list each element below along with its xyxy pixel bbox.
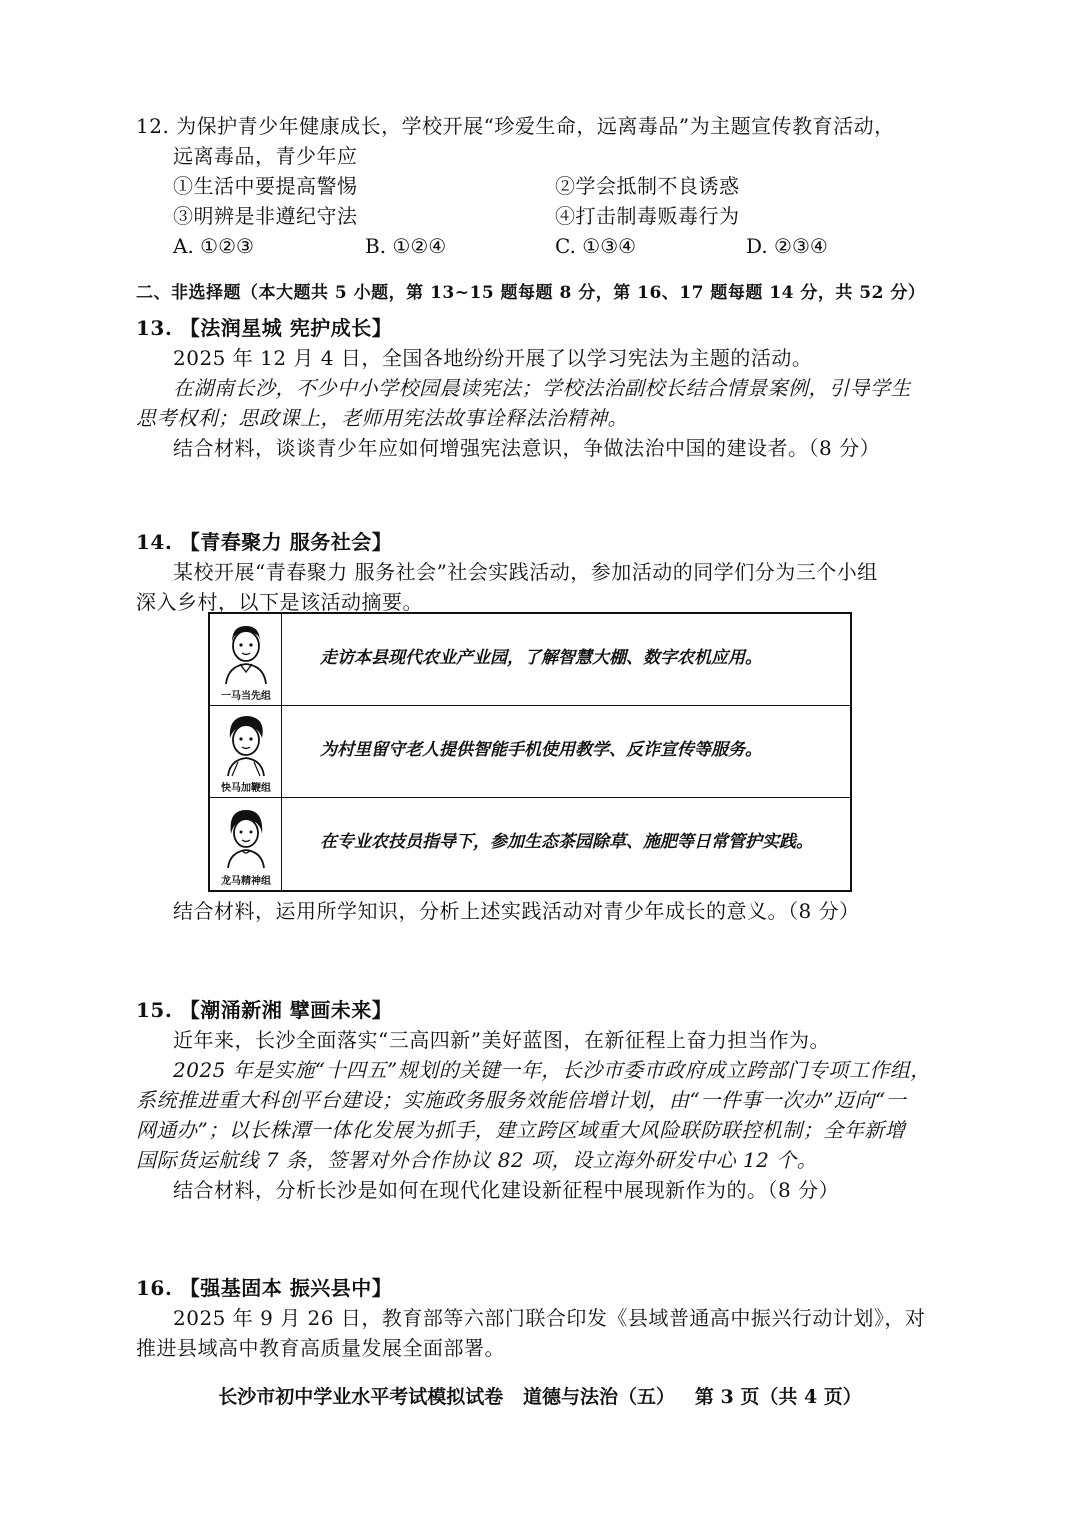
q12-item-3: ③明辨是非遵纪守法 — [173, 204, 358, 228]
q14-title: 14. 【青春聚力 服务社会】 — [136, 530, 393, 554]
group-label: 一马当先组 — [221, 691, 271, 702]
q16-title: 16. 【强基固本 振兴县中】 — [136, 1276, 393, 1300]
group-activity-text: 在专业农技员指导下，参加生态茶园除草、施肥等日常管护实践。 — [320, 832, 813, 852]
q12-option-b: B. ①②④ — [365, 234, 447, 258]
q15-question: 结合材料，分析长沙是如何在现代化建设新征程中展现新作为的。（8 分） — [173, 1178, 840, 1202]
q12-stem-line1: 12. 为保护青少年健康成长，学校开展“珍爱生命，远离毒品”为主题宣传教育活动， — [136, 114, 895, 138]
group-activity-text: 走访本县现代农业产业园，了解智慧大棚、数字农机应用。 — [320, 648, 762, 668]
q15-para2-line1: 2025 年是实施“十四五”规划的关键一年，长沙市委市政府成立跨部门专项工作组， — [173, 1058, 931, 1082]
q12-item-4: ④打击制毒贩毒行为 — [555, 204, 740, 228]
q13-title: 13. 【法润星城 宪护成长】 — [136, 316, 393, 340]
q12-option-d: D. ②③④ — [746, 234, 828, 258]
q13-para1: 2025 年 12 月 4 日，全国各地纷纷开展了以学习宪法为主题的活动。 — [173, 346, 813, 370]
q12-option-c: C. ①③④ — [555, 234, 637, 258]
group-label: 快马加鞭组 — [221, 783, 271, 794]
q15-para2-line3: 网通办”；以长株潭一体化发展为抓手，建立跨区域重大风险联防联控机制；全年新增 — [136, 1118, 906, 1142]
student-portrait-icon — [222, 804, 270, 870]
activity-row — [210, 614, 850, 706]
group-avatar-cell — [210, 614, 282, 705]
section2-heading: 二、非选择题（本大题共 5 小题，第 13~15 题每题 8 分，第 16、17 题每题 14 分，共 52 分） — [136, 283, 926, 303]
q16-para1-line2: 推进县域高中教育高质量发展全面部署。 — [136, 1336, 505, 1360]
group-activity-text: 为村里留守老人提供智能手机使用教学、反诈宣传等服务。 — [320, 740, 762, 760]
group-avatar-cell — [210, 706, 282, 797]
page-footer: 长沙市初中学业水平考试模拟试卷 道德与法治（五） 第 3 页（共 4 页） — [218, 1386, 862, 1408]
activity-row — [210, 706, 850, 798]
q12-item-1: ①生活中要提高警惕 — [173, 174, 358, 198]
q13-para2-line1: 在湖南长沙，不少中小学校园晨读宪法；学校法治副校长结合情景案例，引导学生 — [173, 376, 911, 400]
group-avatar-cell — [210, 798, 282, 890]
q15-para1: 近年来，长沙全面落实“三高四新”美好蓝图，在新征程上奋力担当作为。 — [173, 1028, 830, 1052]
q12-option-a: A. ①②③ — [173, 234, 254, 258]
q14-para1-line1: 某校开展“青春聚力 服务社会”社会实践活动，参加活动的同学们分为三个小组 — [173, 560, 878, 584]
q12-stem-line2: 远离毒品，青少年应 — [173, 144, 358, 168]
student-portrait-icon — [222, 712, 270, 778]
q14-question: 结合材料，运用所学知识，分析上述实践活动对青少年成长的意义。（8 分） — [173, 899, 860, 923]
q15-para2-line4: 国际货运航线 7 条，签署对外合作协议 82 项，设立海外研发中心 12 个。 — [136, 1148, 818, 1172]
activity-table — [208, 612, 852, 892]
q16-para1-line1: 2025 年 9 月 26 日，教育部等六部门联合印发《县域普通高中振兴行动计划》，对 — [173, 1306, 926, 1330]
activity-row — [210, 798, 850, 890]
q12-item-2: ②学会抵制不良诱惑 — [555, 174, 740, 198]
q15-para2-line2: 系统推进重大科创平台建设；实施政务服务效能倍增计划，由“一件事一次办”迈向“一 — [136, 1088, 907, 1112]
q13-question: 结合材料，谈谈青少年应如何增强宪法意识，争做法治中国的建设者。（8 分） — [173, 436, 881, 460]
q13-para2-line2: 思考权利；思政课上，老师用宪法故事诠释法治精神。 — [136, 406, 628, 430]
q14-para1-line2: 深入乡村，以下是该活动摘要。 — [136, 590, 423, 614]
student-portrait-icon — [222, 620, 270, 686]
q15-title: 15. 【潮涌新湘 擘画未来】 — [136, 998, 393, 1022]
group-label: 龙马精神组 — [221, 876, 271, 887]
